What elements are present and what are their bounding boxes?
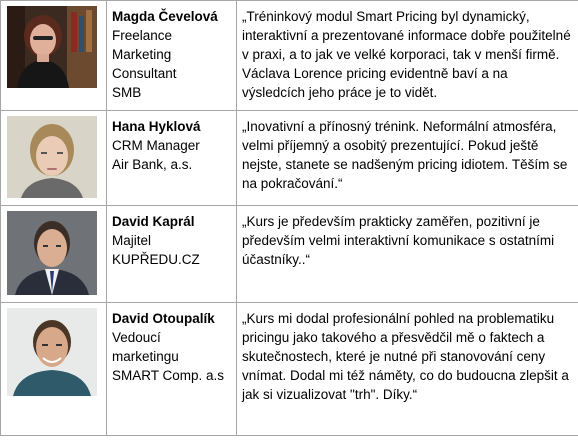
person-cell xyxy=(107,303,237,436)
quote-cell: „Tréninkový modul Smart Pricing byl dynamický, interaktivní a prezentované informace dobře použitelné v praxi, a to jak ve velké korporaci, tak v menší firmě. Václava Lorence pricing evidentně baví a na výsledcích jeho práce je to vidět. xyxy=(237,1,578,111)
table-row xyxy=(1,206,578,303)
portrait-photo xyxy=(7,308,97,396)
table-row xyxy=(1,303,578,436)
table-row xyxy=(1,1,578,111)
person-cell xyxy=(107,111,237,206)
person-role-line: Freelance xyxy=(112,28,173,43)
person-name: Hana Hyklová xyxy=(112,119,201,134)
quote-cell: „Inovativní a přínosný trénink. Neformální atmosféra, velmi příjemný a osobitý prezentující. Pokud ještě nejste, stanete se nadšeným pricing idiotem. Těším se na pokračování.“ xyxy=(237,111,578,206)
photo-cell xyxy=(1,1,107,111)
table-row xyxy=(1,111,578,206)
quote-cell: „Kurs mi dodal profesionální pohled na problematiku pricingu jako takového a přesvědčil mě o faktech a skutečnostech, které je nutné při stanovování ceny vnímat. Dodal mi též náměty, co do budoucna zlepšit a jak si vizualizovat "trh". Díky.“ xyxy=(237,303,578,436)
person-role-line: CRM Manager xyxy=(112,138,200,153)
person-role-line: Marketing xyxy=(112,47,172,62)
portrait-photo xyxy=(7,211,97,295)
person-cell xyxy=(107,1,237,111)
person-role-line: Air Bank, a.s. xyxy=(112,157,193,172)
photo-cell xyxy=(1,206,107,303)
photo-cell xyxy=(1,111,107,206)
photo-cell xyxy=(1,303,107,436)
person-role-line: KUPŘEDU.CZ xyxy=(112,252,200,267)
portrait-photo xyxy=(7,6,97,88)
person-name: David Otoupalík xyxy=(112,311,215,326)
person-role-line: SMART Comp. a.s xyxy=(112,368,225,383)
person-role-line: Majitel xyxy=(112,233,152,248)
person-role-line: SMB xyxy=(112,85,142,100)
person-role-line: marketingu xyxy=(112,349,179,364)
portrait-photo xyxy=(7,116,97,198)
person-name: David Kaprál xyxy=(112,214,195,229)
person-role-line: Vedoucí xyxy=(112,330,161,345)
quote-cell: „Kurs je především prakticky zaměřen, pozitivní je především velmi interaktivní komunikace s ostatními účastníky..“ xyxy=(237,206,578,303)
person-role-line: Consultant xyxy=(112,66,177,81)
person-name: Magda Čevelová xyxy=(112,9,218,24)
person-cell xyxy=(107,206,237,303)
